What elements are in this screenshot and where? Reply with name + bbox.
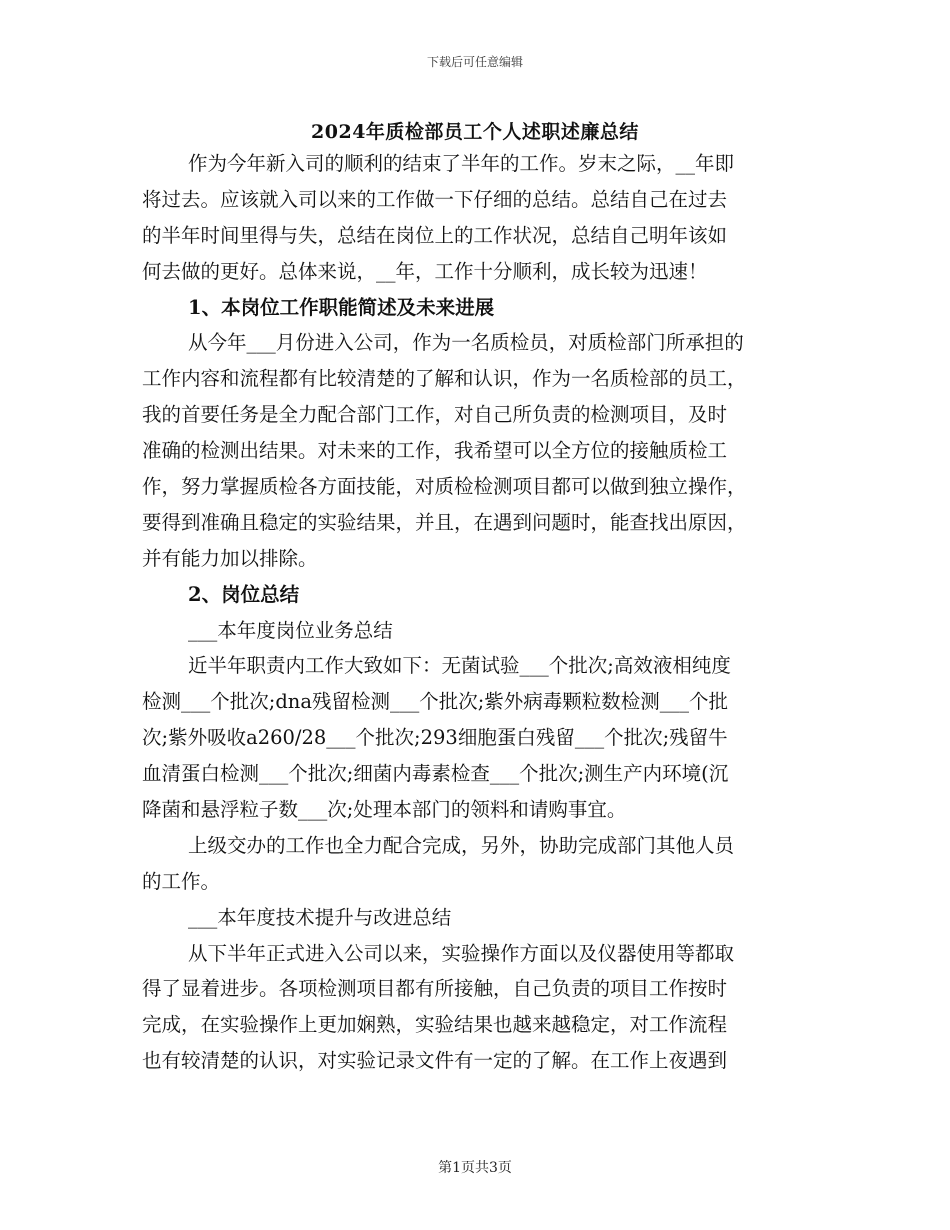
paragraph-line: 将过去。应该就入司以来的工作做一下仔细的总结。总结自己在过去 — [142, 187, 728, 211]
paragraph-line: 也有较清楚的认识，对实验记录文件有一定的了解。在工作上夜遇到 — [142, 1049, 728, 1073]
download-note: 下载后可任意编辑 — [426, 55, 523, 69]
paragraph-line: 近半年职责内工作大致如下：无菌试验___个批次;高效液相纯度 — [188, 654, 731, 678]
paragraph-line: 从今年___月份进入公司，作为一名质检员，对质检部门所承担的 — [188, 331, 744, 355]
page-number: 第1页共3页 — [438, 1160, 512, 1176]
paragraph-line: 的工作。 — [142, 869, 221, 893]
paragraph-line: 作为今年新入司的顺利的结束了半年的工作。岁末之际，__年即 — [188, 152, 735, 175]
section-heading-1: 1、本岗位工作职能简述及未来进展 — [188, 295, 495, 319]
paragraph-line: 我的首要任务是全力配合部门工作，对自己所负责的检测项目，及时 — [142, 403, 728, 427]
paragraph-line: 并有能力加以排除。 — [142, 546, 318, 570]
paragraph-line: 检测___个批次;dna残留检测___个批次;紫外病毒颗粒数检测___个批 — [142, 690, 729, 714]
paragraph-line: 准确的检测出结果。对未来的工作，我希望可以全方位的接触质检工 — [142, 439, 728, 463]
paragraph-line: 工作内容和流程都有比较清楚的了解和认识，作为一名质检部的员工， — [142, 367, 747, 391]
subsection-heading: ___本年度岗位业务总结 — [188, 618, 393, 642]
paragraph-line: 作，努力掌握质检各方面技能，对质检检测项目都可以做到独立操作， — [142, 475, 747, 499]
paragraph-line: 完成，在实验操作上更加娴熟，实验结果也越来越稳定，对工作流程 — [142, 1013, 728, 1037]
paragraph-line: 次;紫外吸收a260/28___个批次;293细胞蛋白残留___个批次;残留牛 — [142, 726, 728, 750]
document-body — [142, 146, 810, 1079]
paragraph-line: 降菌和悬浮粒子数___次;处理本部门的领料和请购事宜。 — [142, 798, 627, 822]
paragraph-line: 何去做的更好。总体来说，__年，工作十分顺利，成长较为迅速！ — [142, 259, 708, 283]
paragraph-line: 得了显着进步。各项检测项目都有所接触，自己负责的项目工作按时 — [142, 977, 728, 1001]
document-title: 2024年质检部员工个人述职述廉总结 — [311, 121, 639, 143]
paragraph-line: 血清蛋白检测___个批次;细菌内毒素检查___个批次;测生产内环境(沉 — [142, 762, 729, 786]
paragraph-line: 要得到准确且稳定的实验结果，并且，在遇到问题时，能查找出原因， — [142, 510, 747, 534]
subsection-heading: ___本年度技术提升与改进总结 — [188, 905, 452, 929]
paragraph-line: 的半年时间里得与失，总结在岗位上的工作状况，总结自己明年该如 — [142, 223, 728, 247]
section-heading-2: 2、岗位总结 — [188, 582, 300, 606]
paragraph-line: 从下半年正式进入公司以来，实验操作方面以及仪器使用等都取 — [188, 941, 735, 965]
paragraph-line: 上级交办的工作也全力配合完成，另外，协助完成部门其他人员 — [188, 833, 735, 857]
